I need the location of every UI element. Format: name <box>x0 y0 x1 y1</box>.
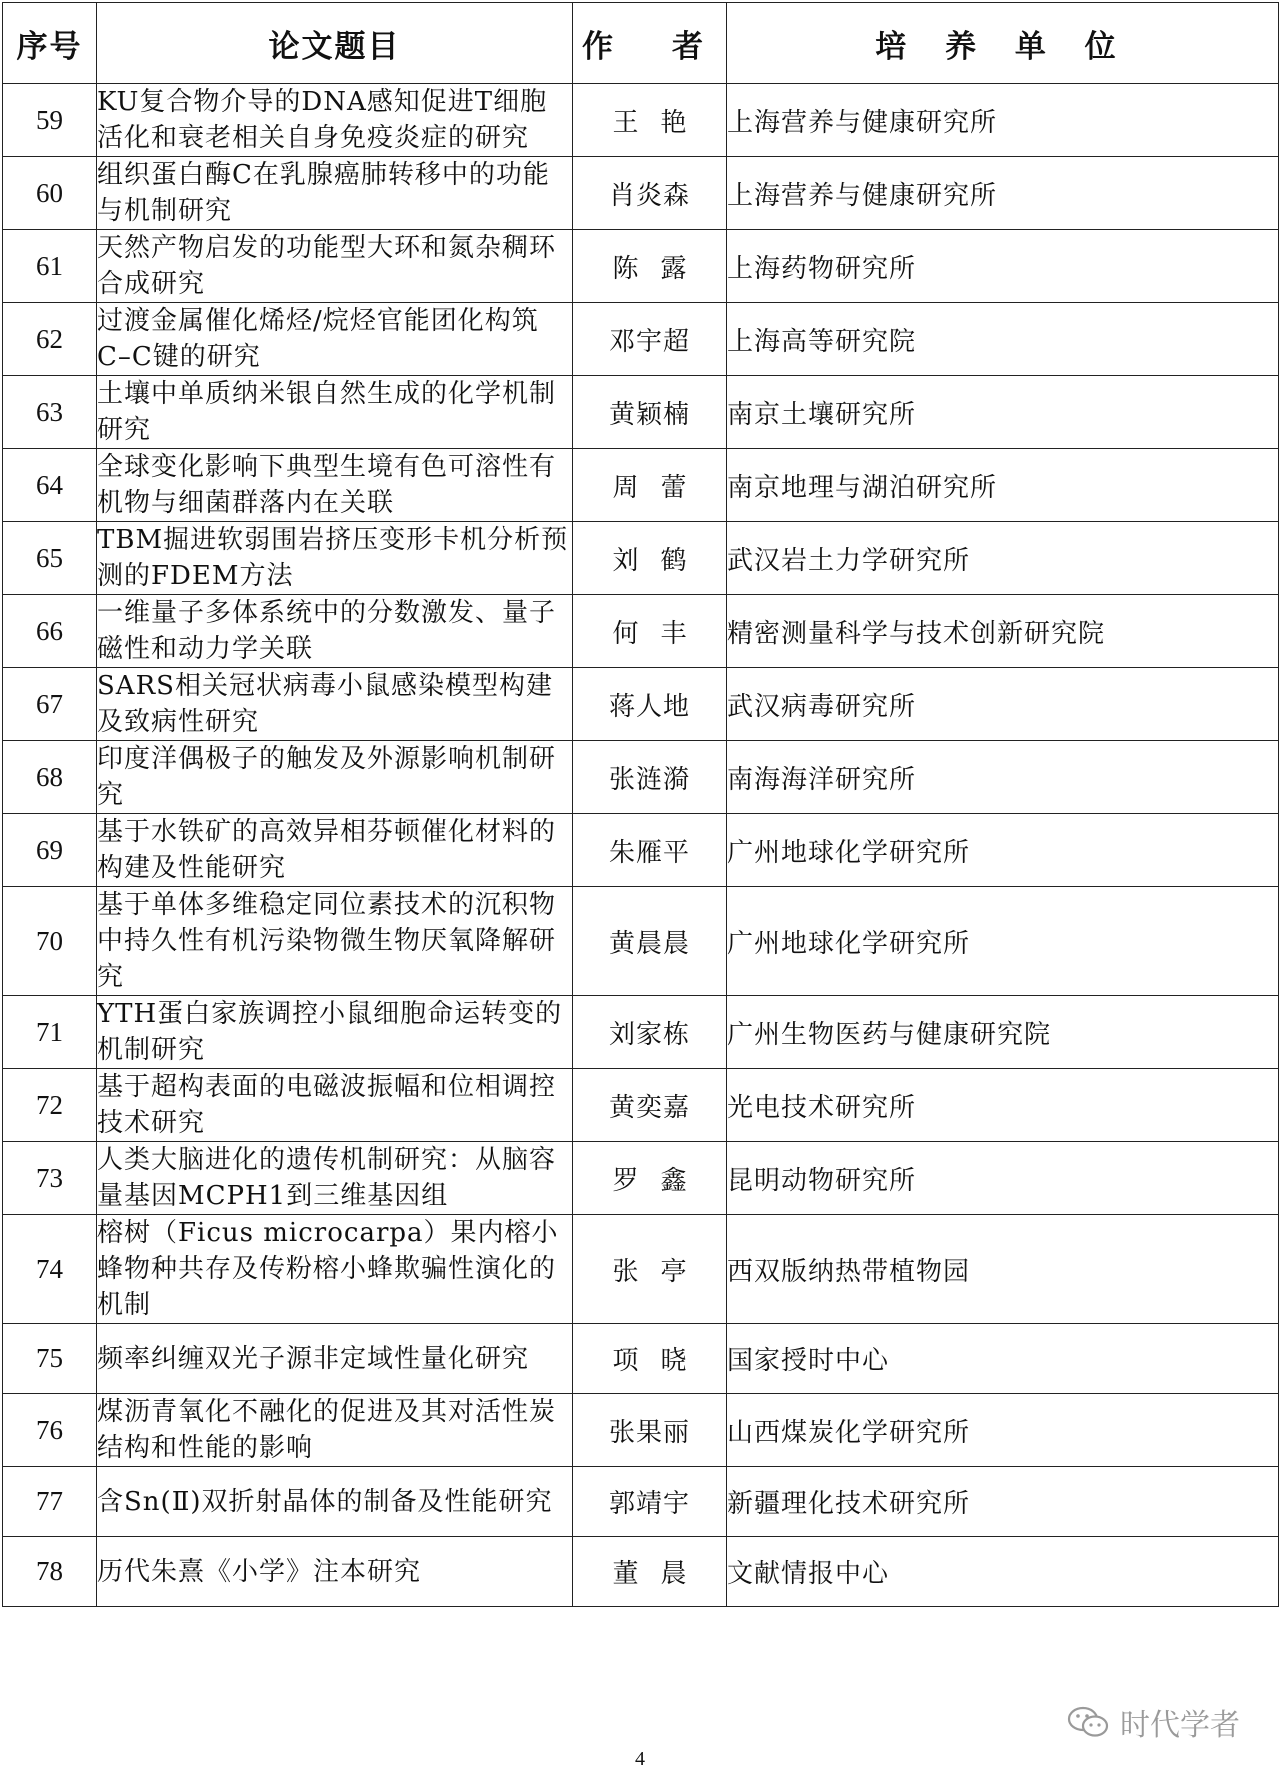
paper-title: YTH蛋白家族调控小鼠细胞命运转变的机制研究 <box>97 996 573 1069</box>
row-number: 71 <box>3 996 97 1069</box>
row-number: 63 <box>3 376 97 449</box>
paper-title: KU复合物介导的DNA感知促进T细胞活化和衰老相关自身免疫炎症的研究 <box>97 84 573 157</box>
row-number: 70 <box>3 887 97 996</box>
training-unit: 文献情报中心 <box>727 1537 1279 1607</box>
paper-title: TBM掘进软弱围岩挤压变形卡机分析预测的FDEM方法 <box>97 522 573 595</box>
training-unit: 上海营养与健康研究所 <box>727 84 1279 157</box>
author-name: 何丰 <box>573 595 727 668</box>
paper-title: SARS相关冠状病毒小鼠感染模型构建及致病性研究 <box>97 668 573 741</box>
row-number: 77 <box>3 1467 97 1537</box>
author-name: 黄晨晨 <box>573 887 727 996</box>
table-row <box>3 1142 1279 1215</box>
paper-title: 过渡金属催化烯烃/烷烃官能团化构筑C–C键的研究 <box>97 303 573 376</box>
training-unit: 昆明动物研究所 <box>727 1142 1279 1215</box>
table-row <box>3 1069 1279 1142</box>
author-name: 蒋人地 <box>573 668 727 741</box>
paper-title: 榕树（Ficus microcarpa）果内榕小蜂物种共存及传粉榕小蜂欺骗性演化的机制 <box>97 1215 573 1324</box>
page-number: 4 <box>635 1748 645 1770</box>
table-row <box>3 84 1279 157</box>
training-unit: 南京地理与湖泊研究所 <box>727 449 1279 522</box>
training-unit: 国家授时中心 <box>727 1324 1279 1394</box>
table-row <box>3 1394 1279 1467</box>
paper-title: 基于单体多维稳定同位素技术的沉积物中持久性有机污染物微生物厌氧降解研究 <box>97 887 573 996</box>
training-unit: 上海营养与健康研究所 <box>727 157 1279 230</box>
row-number: 72 <box>3 1069 97 1142</box>
table-row <box>3 1467 1279 1537</box>
training-unit: 广州地球化学研究所 <box>727 887 1279 996</box>
paper-title: 历代朱熹《小学》注本研究 <box>97 1537 573 1607</box>
paper-title: 土壤中单质纳米银自然生成的化学机制研究 <box>97 376 573 449</box>
author-name: 张果丽 <box>573 1394 727 1467</box>
paper-title: 人类大脑进化的遗传机制研究：从脑容量基因MCPH1到三维基因组 <box>97 1142 573 1215</box>
author-name: 邓宇超 <box>573 303 727 376</box>
row-number: 66 <box>3 595 97 668</box>
row-number: 78 <box>3 1537 97 1607</box>
training-unit: 西双版纳热带植物园 <box>727 1215 1279 1324</box>
row-number: 74 <box>3 1215 97 1324</box>
author-name: 肖炎森 <box>573 157 727 230</box>
author-name: 黄颖楠 <box>573 376 727 449</box>
table-row <box>3 741 1279 814</box>
paper-title: 煤沥青氧化不融化的促进及其对活性炭结构和性能的影响 <box>97 1394 573 1467</box>
awards-table <box>2 2 1279 1607</box>
header-num: 序号 <box>3 3 97 84</box>
training-unit: 上海药物研究所 <box>727 230 1279 303</box>
row-number: 61 <box>3 230 97 303</box>
table-row <box>3 1215 1279 1324</box>
author-name: 陈露 <box>573 230 727 303</box>
author-name: 王艳 <box>573 84 727 157</box>
row-number: 68 <box>3 741 97 814</box>
training-unit: 武汉岩土力学研究所 <box>727 522 1279 595</box>
table-row <box>3 303 1279 376</box>
row-number: 73 <box>3 1142 97 1215</box>
author-name: 罗鑫 <box>573 1142 727 1215</box>
table-row <box>3 887 1279 996</box>
author-name: 朱雁平 <box>573 814 727 887</box>
header-title: 论文题目 <box>97 3 573 84</box>
row-number: 60 <box>3 157 97 230</box>
author-name: 董晨 <box>573 1537 727 1607</box>
paper-title: 频率纠缠双光子源非定域性量化研究 <box>97 1324 573 1394</box>
training-unit: 南京土壤研究所 <box>727 376 1279 449</box>
paper-title: 印度洋偶极子的触发及外源影响机制研究 <box>97 741 573 814</box>
table-row <box>3 230 1279 303</box>
table-row <box>3 522 1279 595</box>
training-unit: 精密测量科学与技术创新研究院 <box>727 595 1279 668</box>
paper-title: 组织蛋白酶C在乳腺癌肺转移中的功能与机制研究 <box>97 157 573 230</box>
training-unit: 光电技术研究所 <box>727 1069 1279 1142</box>
author-name: 张涟漪 <box>573 741 727 814</box>
row-number: 67 <box>3 668 97 741</box>
row-number: 69 <box>3 814 97 887</box>
table-row <box>3 157 1279 230</box>
author-name: 刘家栋 <box>573 996 727 1069</box>
author-name: 项晓 <box>573 1324 727 1394</box>
header-author: 作 者 <box>573 3 727 84</box>
training-unit: 新疆理化技术研究所 <box>727 1467 1279 1537</box>
paper-title: 一维量子多体系统中的分数激发、量子磁性和动力学关联 <box>97 595 573 668</box>
table-row <box>3 449 1279 522</box>
row-number: 65 <box>3 522 97 595</box>
author-name: 郭靖宇 <box>573 1467 727 1537</box>
paper-title: 含Sn(Ⅱ)双折射晶体的制备及性能研究 <box>97 1467 573 1537</box>
table-row <box>3 668 1279 741</box>
wechat-icon <box>1066 1705 1110 1739</box>
table-row <box>3 595 1279 668</box>
header-row <box>3 3 1279 84</box>
training-unit: 广州地球化学研究所 <box>727 814 1279 887</box>
table-row <box>3 814 1279 887</box>
table-row <box>3 376 1279 449</box>
paper-title: 基于水铁矿的高效异相芬顿催化材料的构建及性能研究 <box>97 814 573 887</box>
row-number: 76 <box>3 1394 97 1467</box>
watermark-text: 时代学者 <box>1120 1708 1240 1743</box>
training-unit: 南海海洋研究所 <box>727 741 1279 814</box>
table-row <box>3 1324 1279 1394</box>
paper-title: 基于超构表面的电磁波振幅和位相调控技术研究 <box>97 1069 573 1142</box>
author-name: 黄奕嘉 <box>573 1069 727 1142</box>
table-row <box>3 1537 1279 1607</box>
training-unit: 广州生物医药与健康研究院 <box>727 996 1279 1069</box>
author-name: 张亭 <box>573 1215 727 1324</box>
training-unit: 武汉病毒研究所 <box>727 668 1279 741</box>
row-number: 75 <box>3 1324 97 1394</box>
header-unit: 培 养 单 位 <box>727 3 1279 84</box>
training-unit: 山西煤炭化学研究所 <box>727 1394 1279 1467</box>
paper-title: 天然产物启发的功能型大环和氮杂稠环合成研究 <box>97 230 573 303</box>
paper-title: 全球变化影响下典型生境有色可溶性有机物与细菌群落内在关联 <box>97 449 573 522</box>
row-number: 59 <box>3 84 97 157</box>
author-name: 刘鹤 <box>573 522 727 595</box>
row-number: 64 <box>3 449 97 522</box>
watermark <box>1066 1700 1240 1744</box>
table-row <box>3 996 1279 1069</box>
row-number: 62 <box>3 303 97 376</box>
training-unit: 上海高等研究院 <box>727 303 1279 376</box>
author-name: 周蕾 <box>573 449 727 522</box>
